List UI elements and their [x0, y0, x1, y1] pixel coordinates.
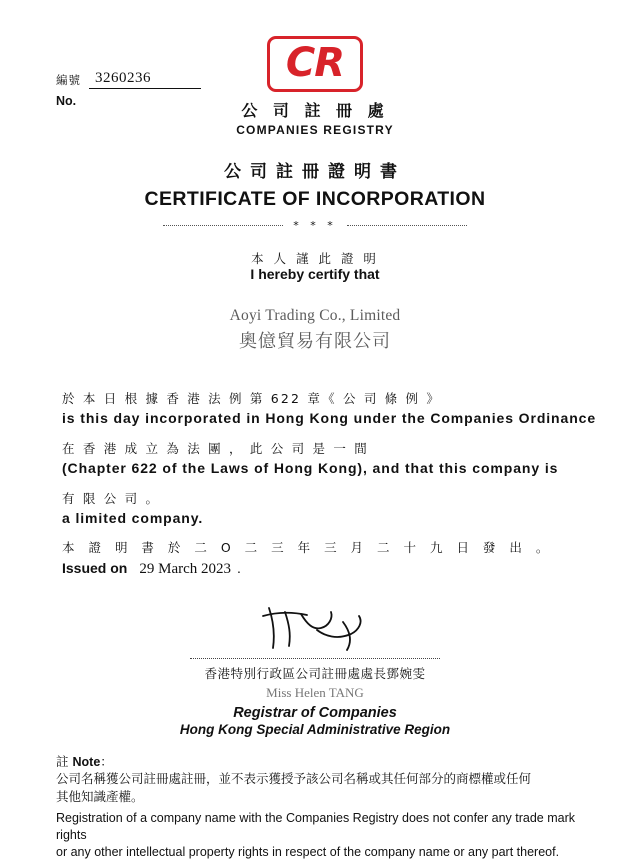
- certificate-title-cn: 公司註冊證明書: [224, 162, 406, 182]
- registrar-title: Registrar of Companies: [233, 705, 397, 721]
- certificate-body: [62, 389, 597, 539]
- issued-trailing-dot: .: [237, 560, 241, 576]
- stars-glyph: * * *: [293, 219, 337, 232]
- body-line2-cn: 在 香 港 成 立 為 法 團 ， 此 公 司 是 一 間: [62, 441, 369, 456]
- body-line3-cn: 有 限 公 司 。: [62, 491, 161, 506]
- registry-name-cn: 公 司 註 冊 處: [241, 101, 389, 120]
- issued-line-en: [62, 560, 568, 578]
- note-en-line-1: Registration of a company name with the Companies Registry does not confer any trade mark rights: [56, 811, 576, 842]
- cr-badge-icon: [267, 36, 363, 92]
- registry-name-en: COMPANIES REGISTRY: [236, 123, 394, 137]
- stars-divider: [0, 219, 630, 232]
- note-cn-line-2: 其他知識產權。: [56, 789, 144, 804]
- number-label-cn: 編號: [56, 73, 81, 87]
- signature-icon: [255, 600, 375, 656]
- companies-registry-logo: [0, 36, 630, 137]
- note-heading: [56, 752, 580, 770]
- certificate-number-value: 3260236: [89, 70, 201, 89]
- divider-line-right: [347, 225, 467, 226]
- body-line1-cn: 於 本 日 根 據 香 港 法 例 第 622 章《 公 司 條 例 》: [62, 391, 442, 406]
- company-name-cn: 奧億貿易有限公司: [239, 331, 391, 352]
- note-heading-cn: 註: [56, 754, 69, 769]
- body-line3-en: a limited company.: [62, 510, 204, 526]
- body-line2-en: (Chapter 622 of the Laws of Hong Kong), and that this company is: [62, 460, 559, 476]
- registrar-name: Miss Helen TANG: [266, 685, 364, 700]
- certify-line-cn: 本 人 謹 此 證 明: [251, 251, 379, 266]
- divider-line-left: [163, 225, 283, 226]
- body-line1-en: is this day incorporated in Hong Kong under the Companies Ordinance: [62, 410, 597, 426]
- issued-label-en: Issued on: [62, 560, 128, 576]
- registrar-signature-block: [0, 600, 630, 737]
- issued-block: [62, 538, 568, 578]
- note-heading-en: Note: [72, 755, 101, 769]
- company-name-en: Aoyi Trading Co., Limited: [229, 307, 401, 324]
- certify-line-en: I hereby certify that: [250, 266, 380, 282]
- registrar-office-cn: 香港特別行政區公司註冊處處長鄧婉雯: [204, 666, 426, 681]
- note-cn-line-1: 公司名稱獲公司註冊處註冊，並不表示獲授予該公司名稱或其任何部分的商標權或任何: [56, 771, 532, 786]
- note-en-line-2: or any other intellectual property rights in respect of the company name or any part thereof.: [56, 845, 560, 859]
- issued-line-cn: 本 證 明 書 於 二 O 二 三 年 三 月 二 十 九 日 發 出 。: [62, 540, 554, 555]
- issue-date: 29 March 2023: [139, 561, 232, 577]
- number-label-en: No.: [56, 94, 77, 108]
- note-heading-colon: ：: [100, 754, 113, 769]
- certificate-title-en: CERTIFICATE OF INCORPORATION: [144, 188, 486, 210]
- signature-divider: [190, 658, 440, 659]
- registrar-region: Hong Kong Special Administrative Region: [179, 722, 451, 737]
- cr-monogram-text: CR: [285, 40, 345, 86]
- note-block: [56, 752, 580, 861]
